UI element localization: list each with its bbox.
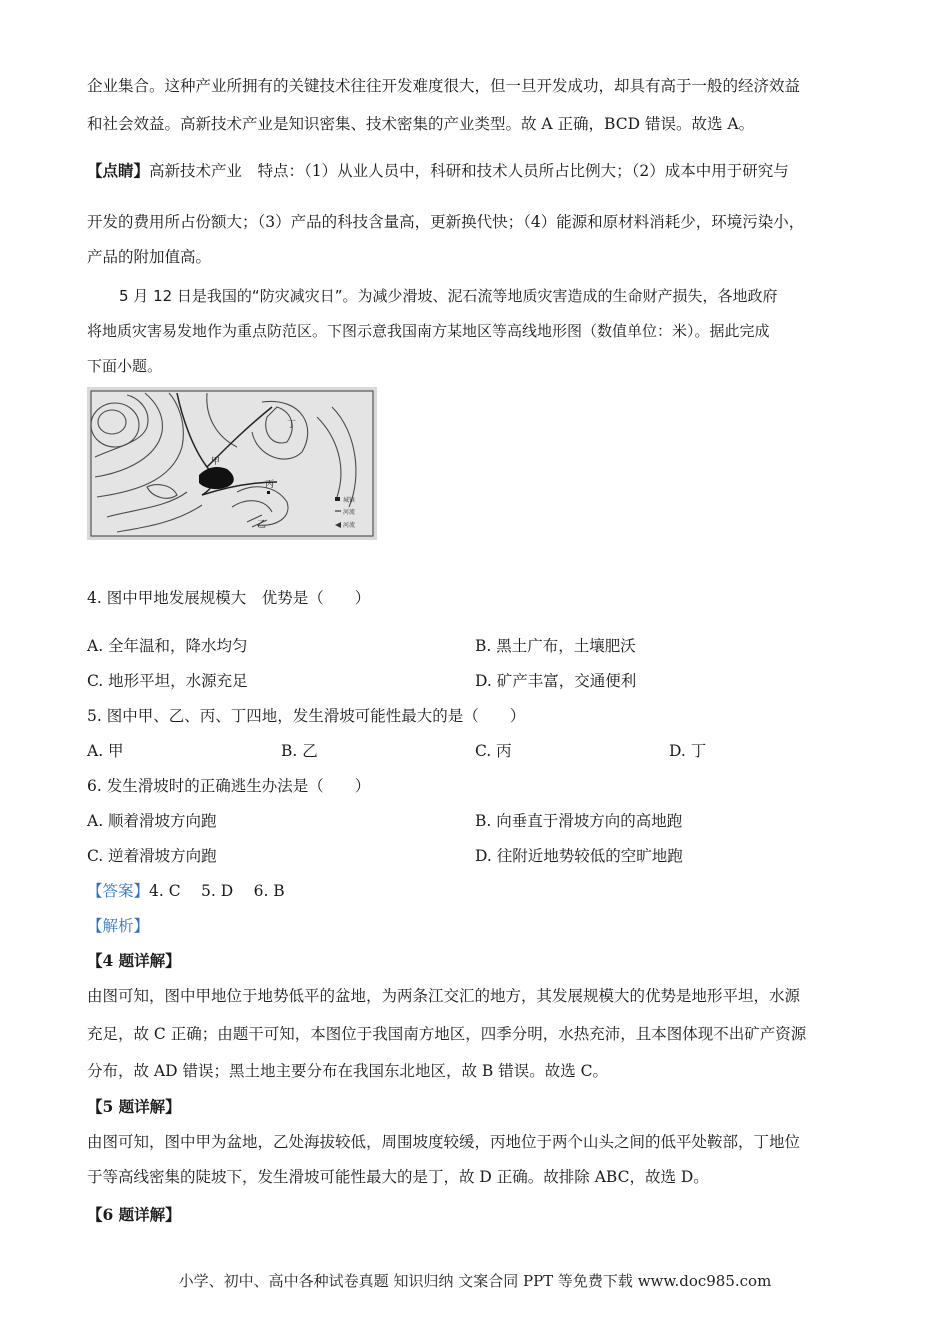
detail-4-title: 【4 题详解】 bbox=[87, 951, 181, 970]
q5-option-b: B. 乙 bbox=[281, 742, 318, 760]
intro-line-2: 和社会效益。高新技术产业是知识密集、技术密集的产业类型。故 A 正确，BCD 错误。故选 A。 bbox=[87, 115, 755, 133]
detail-5-line-2: 于等高线密集的陡坡下，发生滑坡可能性最大的是丁，故 D 正确。故排除 ABC，故选 D。 bbox=[87, 1168, 709, 1186]
page-footer: 小学、初中、高中各种试卷真题 知识归纳 文案合同 PPT 等免费下载 www.doc985.com bbox=[178, 1272, 772, 1290]
q5-option-a: A. 甲 bbox=[87, 742, 124, 760]
answer-line bbox=[87, 881, 285, 901]
town-bing-marker bbox=[267, 491, 270, 494]
tip-text-1: 高新技术产业 特点：（1）从业人员中，科研和技术人员所占比例大；（2）成本中用于研究与 bbox=[149, 162, 789, 180]
label-ding: 丁 bbox=[287, 420, 297, 430]
stem-line-3: 下面小题。 bbox=[87, 357, 163, 375]
legend-item-1: 城镇 bbox=[343, 497, 356, 504]
q5-option-c: C. 丙 bbox=[475, 742, 512, 760]
q6-option-a: A. 顺着滑坡方向跑 bbox=[87, 812, 217, 830]
q4-option-c: C. 地形平坦，水源充足 bbox=[87, 672, 248, 690]
legend-item-2: 河流 bbox=[343, 509, 356, 516]
question-4: 4. 图中甲地发展规模大 优势是（ ） bbox=[87, 589, 371, 607]
legend-item-3: 河流 bbox=[343, 522, 356, 529]
q6-option-d: D. 往附近地势较低的空旷地跑 bbox=[475, 847, 683, 865]
q4-option-d: D. 矿产丰富，交通便利 bbox=[475, 672, 637, 690]
detail-4-line-3: 分布，故 AD 错误；黑土地主要分布在我国东北地区，故 B 错误。故选 C。 bbox=[87, 1062, 609, 1080]
stem-line-1: 5 月 12 日是我国的“防灾减灾日”。为减少滑坡、泥石流等地质灾害造成的生命财产损失，各地政府 bbox=[119, 287, 778, 305]
question-5: 5. 图中甲、乙、丙、丁四地，发生滑坡可能性最大的是（ ） bbox=[87, 707, 526, 725]
label-jia: 甲 bbox=[211, 457, 221, 467]
answer-label: 【答案】 bbox=[87, 882, 150, 900]
question-6: 6. 发生滑坡时的正确逃生办法是（ ） bbox=[87, 777, 371, 795]
tip-line-1 bbox=[87, 161, 789, 181]
intro-line-1: 企业集合。这种产业所拥有的关键技术往往开发难度很大，但一旦开发成功，却具有高于一般的经济效益 bbox=[87, 77, 801, 95]
analysis-label: 【解析】 bbox=[87, 917, 150, 935]
map-frame bbox=[91, 391, 373, 536]
q6-option-c: C. 逆着滑坡方向跑 bbox=[87, 847, 217, 865]
detail-5-line-1: 由图可知，图中甲为盆地，乙处海拔较低，周围坡度较缓，丙地位于两个山头之间的低平处鞍部，丁地位 bbox=[87, 1133, 801, 1151]
q4-option-b: B. 黑土广布，土壤肥沃 bbox=[475, 637, 636, 655]
detail-6-title: 【6 题详解】 bbox=[87, 1205, 181, 1224]
q4-option-a: A. 全年温和，降水均匀 bbox=[87, 637, 248, 655]
detail-5-title: 【5 题详解】 bbox=[87, 1097, 181, 1116]
label-yi: 乙 bbox=[257, 520, 267, 530]
q6-option-b: B. 向垂直于滑坡方向的高地跑 bbox=[475, 812, 683, 830]
tip-label: 【点睛】 bbox=[87, 161, 150, 180]
q5-option-d: D. 丁 bbox=[669, 742, 707, 760]
detail-4-line-2: 充足，故 C 正确；由题干可知，本图位于我国南方地区，四季分明，水热充沛，且本图体现不出矿产资源 bbox=[87, 1025, 807, 1043]
label-bing: 丙 bbox=[265, 480, 275, 490]
contour-map-figure bbox=[87, 387, 377, 540]
answer-value: 4. C 5. D 6. B bbox=[149, 882, 285, 900]
stem-line-2: 将地质灾害易发地作为重点防范区。下图示意我国南方某地区等高线地形图（数值单位：米）。据此完成 bbox=[87, 322, 770, 340]
detail-4-line-1: 由图可知，图中甲地位于地势低平的盆地，为两条江交汇的地方，其发展规模大的优势是地形平坦，水源 bbox=[87, 987, 801, 1005]
tip-line-2: 开发的费用所占份额大；（3）产品的科技含量高，更新换代快；（4）能源和原材料消耗少，环境污染小， bbox=[87, 213, 805, 231]
tip-line-3: 产品的附加值高。 bbox=[87, 248, 212, 266]
